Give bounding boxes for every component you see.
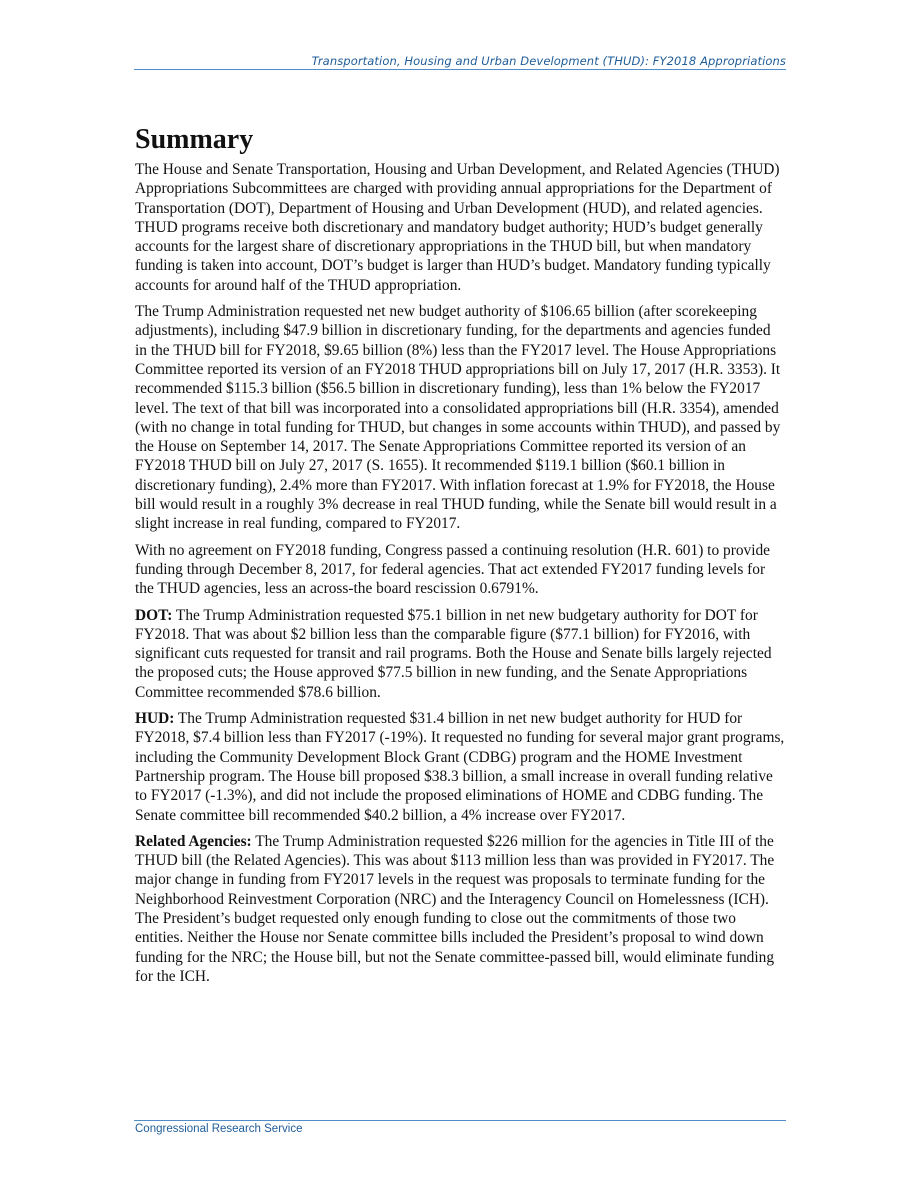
summary-section xyxy=(135,122,786,993)
running-header: Transportation, Housing and Urban Development (THUD): FY2018 Appropriations xyxy=(311,54,786,68)
hud-lead-label: HUD: xyxy=(135,710,175,728)
section-heading: Summary xyxy=(135,124,254,155)
header-divider xyxy=(134,69,786,70)
paragraph-budget-request: The Trump Administration requested net new budget authority of $106.65 billion (after scorekeeping adjustments), including $47.9 billion in discretionary funding, for the departments and agencies funded in the THUD bill for FY2018, $9.65 billion (8%) less than the FY2017 level. The House Appropriations Committee reported its version of an FY2018 THUD appropriations bill on July 17, 2017 (H.R. 3353). It recommended $115.3 billion ($56.5 billion in discretionary funding), less than 1% below the FY2017 level. The text of that bill was incorporated into a consolidated appropriations bill (H.R. 3354), amended (with no change in total funding for THUD, but changes in some accounts within THUD), and passed by the House on September 14, 2017. The Senate Appropriations Committee reported its version of an FY2018 THUD bill on July 27, 2017 (S. 1655). It recommended $119.1 billion ($60.1 billion in discretionary funding), 2.4% more than FY2017. With inflation forecast at 1.9% for FY2018, the House bill would result in a roughly 3% decrease in real THUD funding, while the Senate bill would result in a slight increase in real funding, compared to FY2017. xyxy=(135,303,781,533)
paragraph-related-agencies xyxy=(135,832,786,986)
paragraph-overview: The House and Senate Transportation, Housing and Urban Development, and Related Agencies (THUD) Appropriations Subcommittees are charged with providing annual appropriations for the Department of Transportation (DOT), Department of Housing and Urban Development (HUD), and related agencies. THUD programs receive both discretionary and mandatory budget authority; HUD’s budget generally accounts for the largest share of discretionary appropriations in the THUD bill, but when mandatory funding is taken into account, DOT’s budget is larger than HUD’s budget. Mandatory funding typically accounts for around half of the THUD appropriation. xyxy=(135,161,780,294)
footer-source: Congressional Research Service xyxy=(135,1123,303,1135)
paragraph-continuing-resolution: With no agreement on FY2018 funding, Congress passed a continuing resolution (H.R. 601) to provide funding through December 8, 2017, for federal agencies. That act extended FY2017 funding levels for the THUD agencies, less an across-the board rescission 0.6791%. xyxy=(135,541,771,598)
related-agencies-lead-label: Related Agencies: xyxy=(135,832,252,850)
related-agencies-text: The Trump Administration requested $226 million for the agencies in Title III of the THUD bill (the Related Agencies). This was about $113 million less than was provided in FY2017. The major change in funding from FY2017 levels in the request was proposals to terminate funding for the Neighborhood Reinvestment Corporation (NRC) and the Interagency Council on Homelessness (ICH). The President’s budget requested only enough funding to close out the commitments of those two entities. Neither the House nor Senate committee bills included the President’s proposal to wind down funding for the NRC; the House bill, but not the Senate committee-passed bill, would eliminate funding for the ICH. xyxy=(135,832,775,985)
paragraph-hud xyxy=(135,709,786,825)
footer-divider xyxy=(134,1120,786,1121)
paragraph-dot xyxy=(135,606,786,702)
dot-text: The Trump Administration requested $75.1 billion in net new budgetary authority for DOT for FY2018. That was about $2 billion less than the comparable figure ($77.1 billion) for FY2016, with significant cuts requested for transit and rail programs. Both the House and Senate bills largely rejected the proposed cuts; the House approved $77.5 billion in new funding, and the Senate Appropriations Committee recommended $78.6 billion. xyxy=(135,606,772,701)
dot-lead-label: DOT: xyxy=(135,606,173,624)
hud-text: The Trump Administration requested $31.4 billion in net new budget authority for HUD for FY2018, $7.4 billion less than FY2017 (-19%). It requested no funding for several major grant programs, including the Community Development Block Grant (CDBG) program and the HOME Investment Partnership program. The House bill proposed $38.3 billion, a small increase in overall funding relative to FY2017 (-1.3%), and did not include the proposed eliminations of HOME and CDBG funding. The Senate committee bill recommended $40.2 billion, a 4% increase over FY2017. xyxy=(135,710,785,824)
